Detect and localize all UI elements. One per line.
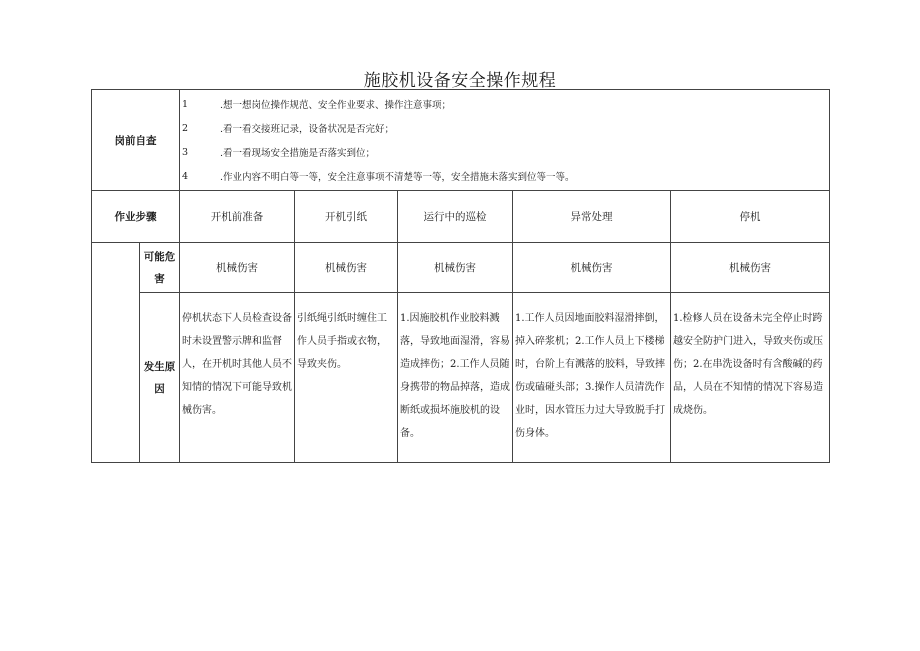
cause-cell: 停机状态下人员检查设备时未设置警示牌和监督人，在开机时其他人员不知情的情况下可能导致机械伤害。 [180, 293, 295, 463]
step-cell: 开机引纸 [295, 191, 398, 243]
hazards-row [92, 243, 830, 293]
safety-procedure-table [91, 89, 830, 463]
risk-group-cell [92, 243, 140, 463]
cause-cell: 1.工作人员因地面胶料湿滑摔倒，掉入碎浆机；2.工作人员上下楼梯时，台阶上有溅落的胶料，导致摔伤或磕碰头部；3.操作人员清洗作业时，因水管压力过大导致脱手打伤身体。 [513, 293, 671, 463]
precheck-item [182, 92, 825, 116]
precheck-item-text: .作业内容不明白等一等，安全注意事项不清楚等一等，安全措施未落实到位等一等。 [220, 172, 575, 183]
step-cell: 开机前准备 [180, 191, 295, 243]
step-cell: 异常处理 [513, 191, 671, 243]
precheck-item-text: .看一看现场安全措施是否落实到位； [220, 148, 376, 159]
causes-label: 发生原因 [140, 293, 180, 463]
precheck-item-number: 2 [182, 122, 189, 134]
precheck-list [180, 90, 830, 191]
steps-row [92, 191, 830, 243]
precheck-item [182, 116, 825, 140]
hazard-cell: 机械伤害 [295, 243, 398, 293]
cause-cell: 1.检修人员在设备未完全停止时跨越安全防护门进入，导致夹伤或压伤；2.在串洗设备时有含酸碱的药品，人员在不知情的情况下容易造成烧伤。 [671, 293, 830, 463]
cause-cell: 1.因施胶机作业胶料溅落，导致地面湿滑，容易造成摔伤；2.工作人员随身携带的物品掉落，造成断纸或损坏施胶机的设备。 [398, 293, 513, 463]
precheck-row [92, 90, 830, 191]
precheck-item-text: .想一想岗位操作规范、安全作业要求、操作注意事项； [220, 100, 452, 111]
hazards-label: 可能危害 [140, 243, 180, 293]
hazard-cell: 机械伤害 [513, 243, 671, 293]
precheck-item-number: 3 [182, 146, 189, 158]
precheck-item-number: 4 [182, 170, 189, 182]
hazard-cell: 机械伤害 [180, 243, 295, 293]
precheck-label: 岗前自查 [92, 90, 180, 191]
step-cell: 停机 [671, 191, 830, 243]
steps-label: 作业步骤 [92, 191, 180, 243]
hazard-cell: 机械伤害 [671, 243, 830, 293]
document-title: 施胶机设备安全操作规程 [363, 71, 557, 91]
hazard-cell: 机械伤害 [398, 243, 513, 293]
cause-cell: 引纸绳引纸时缠住工作人员手指或衣物，导致夹伤。 [295, 293, 398, 463]
precheck-item [182, 140, 825, 164]
precheck-item-number: 1 [182, 98, 189, 110]
causes-row [92, 293, 830, 463]
precheck-item-text: .看一看交接班记录，设备状况是否完好； [220, 124, 395, 135]
step-cell: 运行中的巡检 [398, 191, 513, 243]
precheck-item [182, 164, 825, 188]
